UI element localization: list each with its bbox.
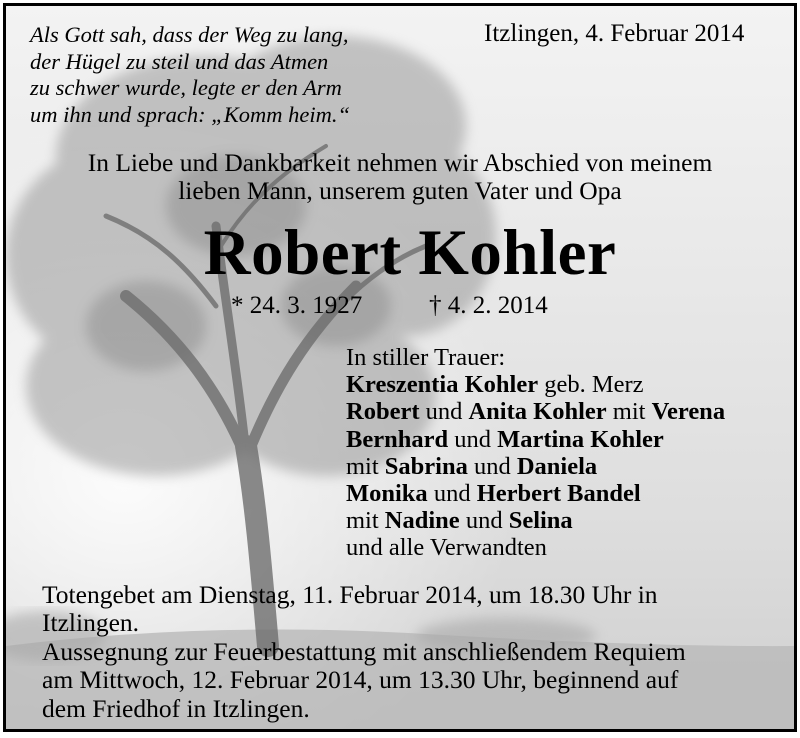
mourner-line: Bernhard und Martina Kohler <box>346 425 664 453</box>
service-line: dem Friedhof in Itzlingen. <box>42 693 310 723</box>
mourner-line: Monika und Herbert Bandel <box>346 480 641 508</box>
mourner-line: mit Nadine und Selina <box>346 507 573 535</box>
mourner-line: und alle Verwandten <box>346 534 547 562</box>
obituary-notice <box>3 3 797 732</box>
deceased-name: Robert Kohler <box>203 217 617 289</box>
mourners-list <box>346 344 725 562</box>
birth-date: * 24. 3. 1927 <box>231 292 363 319</box>
service-line: Aussegnung zur Feuerbestattung mit anschließendem Requiem <box>42 636 686 666</box>
service-info <box>42 581 686 723</box>
service-line: am Mittwoch, 12. Februar 2014, um 13.30 Uhr, beginnend auf <box>42 665 679 695</box>
mourners-heading: In stiller Trauer: <box>346 344 506 371</box>
place-and-date: Itzlingen, 4. Februar 2014 <box>484 20 745 47</box>
mourner-line: mit Sabrina und Daniela <box>346 452 598 480</box>
death-date: † 4. 2. 2014 <box>429 292 548 319</box>
mourner-line: Robert und Anita Kohler mit Verena <box>346 398 726 426</box>
service-line: Totengebet am Dienstag, 11. Februar 2014, um 18.30 Uhr in <box>42 580 658 609</box>
poem-quote: Als Gott sah, dass der Weg zu lang, der Hügel zu steil und das Atmen zu schwer wurde, legte er den Arm um ihn und sprach: „Komm heim.“ <box>30 22 351 127</box>
service-line: Itzlingen. <box>42 608 140 638</box>
intro-text: In Liebe und Dankbarkeit nehmen wir Abschied von meinem lieben Mann, unserem guten Vater und Opa <box>87 148 713 205</box>
mourner-line: Kreszentia Kohler geb. Merz <box>346 371 644 399</box>
